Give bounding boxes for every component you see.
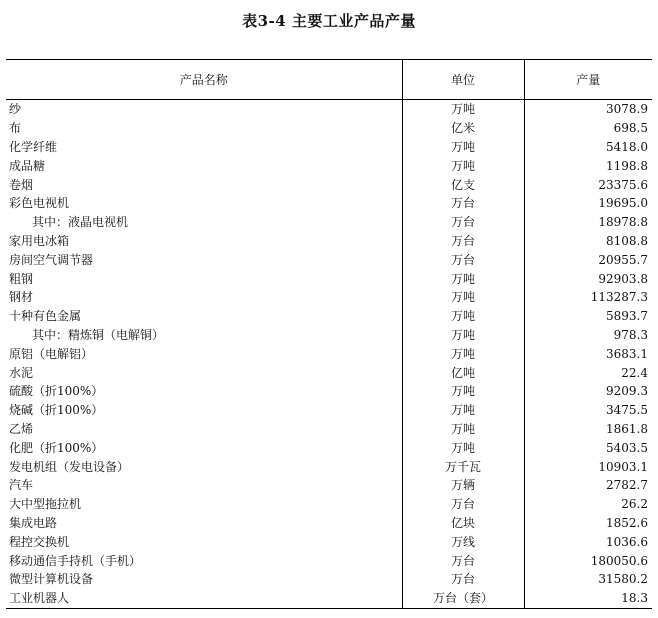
product-name-cell: 卷烟 [9,177,34,192]
output-value-cell: 9209.3 [524,382,652,401]
product-name-cell: 其中：液晶电视机 [32,215,129,230]
table-row [6,100,652,119]
product-name-cell: 发电机组（发电设备） [9,459,130,474]
table-row [6,532,652,551]
output-value-cell: 19695.0 [524,194,652,213]
product-name-cell: 烧碱（折100%） [9,403,104,418]
table-row [6,457,652,476]
table-row [6,476,652,495]
table-row [6,269,652,288]
product-name-cell: 成品糖 [9,158,46,173]
product-name-cell: 硫酸（折100%） [9,384,104,399]
unit-cell: 万辆 [402,476,524,495]
table-row [6,570,652,589]
unit-cell: 亿支 [402,175,524,194]
table-row [6,495,652,514]
product-name-cell: 彩色电视机 [9,196,70,211]
header-row [6,60,652,100]
product-name-cell: 布 [9,121,22,136]
output-value-cell: 8108.8 [524,232,652,251]
product-name-cell: 乙烯 [9,421,34,436]
unit-cell: 亿吨 [402,363,524,382]
column-header-unit: 单位 [402,60,524,100]
product-name-cell: 化肥（折100%） [9,440,104,455]
product-name-cell: 房间空气调节器 [9,252,94,267]
unit-cell: 万吨 [402,307,524,326]
table-row [6,175,652,194]
unit-cell: 万吨 [402,401,524,420]
unit-cell: 万台 [402,570,524,589]
output-value-cell: 113287.3 [524,288,652,307]
unit-cell: 万台 [402,495,524,514]
table-row [6,514,652,533]
product-name-cell: 其中：精炼铜（电解铜） [32,327,165,342]
output-value-cell: 5403.5 [524,438,652,457]
unit-cell: 万吨 [402,438,524,457]
unit-cell: 亿块 [402,514,524,533]
unit-cell: 万台 [402,250,524,269]
output-value-cell: 18.3 [524,589,652,608]
product-name-cell: 移动通信手持机（手机） [9,553,142,568]
table-row [6,326,652,345]
table-row [6,382,652,401]
product-name-cell: 纱 [9,102,22,117]
unit-cell: 万吨 [402,382,524,401]
table-row [6,138,652,157]
unit-cell: 万台 [402,232,524,251]
table-row [6,420,652,439]
table-row [6,438,652,457]
table-row [6,589,652,608]
table-row [6,119,652,138]
output-value-cell: 1852.6 [524,514,652,533]
table-row [6,401,652,420]
unit-cell: 万吨 [402,156,524,175]
output-value-cell: 22.4 [524,363,652,382]
unit-cell: 万台 [402,213,524,232]
unit-cell: 万吨 [402,326,524,345]
output-value-cell: 3078.9 [524,100,652,119]
output-value-cell: 92903.8 [524,269,652,288]
table-row [6,551,652,570]
table-row [6,344,652,363]
product-name-cell: 大中型拖拉机 [9,497,82,512]
unit-cell: 万吨 [402,420,524,439]
unit-cell: 万台 [402,551,524,570]
output-value-cell: 1861.8 [524,420,652,439]
unit-cell: 万吨 [402,344,524,363]
product-name-cell: 十种有色金属 [9,309,82,324]
output-value-cell: 5893.7 [524,307,652,326]
product-name-cell: 微型计算机设备 [9,572,94,587]
output-value-cell: 31580.2 [524,570,652,589]
product-name-cell: 工业机器人 [6,589,402,608]
output-value-cell: 18978.8 [524,213,652,232]
column-header-value: 产量 [524,60,652,100]
table-title: 表3-4 主要工业产品产量 [242,12,416,30]
unit-cell: 万千瓦 [402,457,524,476]
unit-cell: 万台 [402,194,524,213]
table-row [6,156,652,175]
unit-cell: 万吨 [402,288,524,307]
unit-cell: 万台（套） [402,589,524,608]
table-row [6,213,652,232]
product-name-cell: 化学纤维 [9,139,58,154]
product-name-cell: 汽车 [9,478,34,493]
output-value-cell: 1036.6 [524,532,652,551]
table-row [6,307,652,326]
output-value-cell: 23375.6 [524,175,652,194]
product-name-cell: 钢材 [9,290,34,305]
column-header-name: 产品名称 [6,60,402,100]
table-row [6,194,652,213]
output-value-cell: 978.3 [524,326,652,345]
output-value-cell: 26.2 [524,495,652,514]
output-value-cell: 1198.8 [524,156,652,175]
output-value-cell: 698.5 [524,119,652,138]
table-body [6,100,652,609]
product-name-cell: 水泥 [9,365,34,380]
output-value-cell: 3683.1 [524,344,652,363]
table-row [6,288,652,307]
output-value-cell: 180050.6 [524,551,652,570]
table-row [6,250,652,269]
output-value-cell: 20955.7 [524,250,652,269]
product-name-cell: 程控交换机 [9,534,70,549]
unit-cell: 万吨 [402,100,524,119]
output-value-cell: 2782.7 [524,476,652,495]
table-row [6,363,652,382]
unit-cell: 万吨 [402,269,524,288]
unit-cell: 万线 [402,532,524,551]
output-value-cell: 3475.5 [524,401,652,420]
product-name-cell: 粗钢 [9,271,34,286]
unit-cell: 亿米 [402,119,524,138]
product-name-cell: 集成电路 [9,515,58,530]
product-name-cell: 原铝（电解铝） [9,346,94,361]
table-row [6,232,652,251]
output-value-cell: 10903.1 [524,457,652,476]
unit-cell: 万吨 [402,138,524,157]
product-name-cell: 家用电冰箱 [9,233,70,248]
output-value-cell: 5418.0 [524,138,652,157]
industrial-products-table [6,59,652,609]
